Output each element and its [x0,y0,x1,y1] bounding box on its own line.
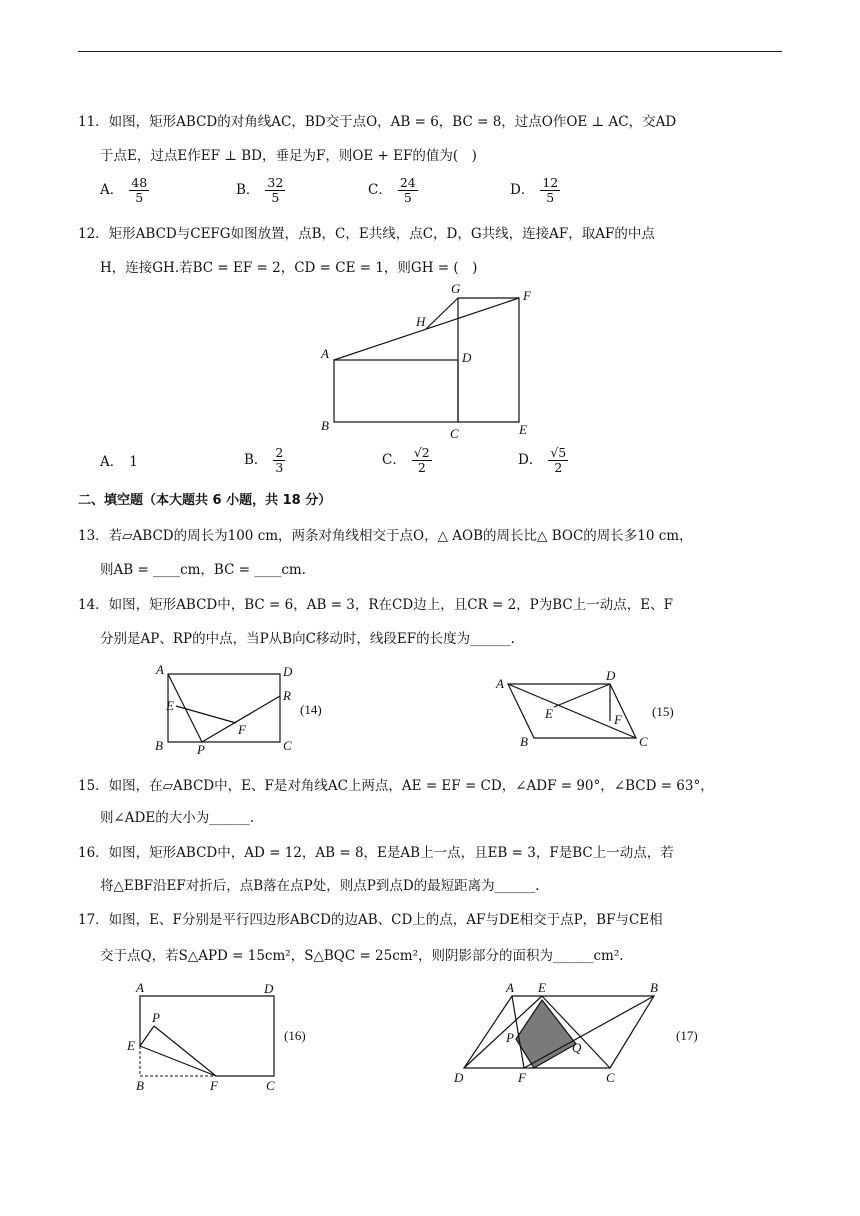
option-label: A． [100,454,124,470]
fraction: $\frac{32}{5}$ [267,175,284,205]
figure-caption: (17) [676,1028,698,1043]
label-p: P [197,742,205,756]
label-a: A [136,980,144,995]
q12-option-d [518,446,568,475]
label-a: A [506,980,514,995]
label-b: B [321,418,329,433]
label-q: Q [572,1040,582,1055]
label-b: B [650,980,658,995]
shaded-quadrilateral [516,1000,576,1068]
rect-abcd [140,996,274,1076]
label-e: E [538,980,546,995]
option-label: D． [510,182,535,198]
segment-ep [140,1026,154,1046]
option-label: B． [236,182,260,198]
label-g: G [451,281,461,296]
q12-line2: H，连接GH.若BC = EF = 2，CD = CE = 1，则GH = ( ) [100,260,478,276]
label-p: P [152,1010,160,1025]
label-p: P [506,1030,514,1045]
label-f: F [238,722,246,737]
segment-pf [154,1026,216,1076]
q17-figure [446,978,710,1090]
fraction: $\frac{√5}{2}$ [550,445,567,475]
q12-option-a [100,452,138,472]
label-f: F [518,1070,526,1085]
q17-line2: 交于点Q，若S△APD = 15cm²，S△BQC = 25cm²，则阴影部分的面积为______cm². [100,948,624,964]
fraction: $\frac{48}{5}$ [131,175,148,205]
fraction: $\frac{√2}{2}$ [413,445,430,475]
label-c: C [639,734,648,749]
label-e: E [545,706,553,721]
label-r: R [283,688,291,703]
label-f: F [614,712,622,727]
figure-caption: (15) [652,704,674,719]
q14-figure [150,660,340,756]
q16-line2: 将△EBF沿EF对折后，点B落在点P处，则点P到点D的最短距离为______. [100,878,540,894]
label-e: E [127,1038,135,1053]
q17-line1: 17．如图，E、F分别是平行四边形ABCD的边AB、CD上的点，AF与DE相交于点P，BF与CE相 [78,912,663,928]
label-f: F [210,1078,218,1092]
segment-ef [176,706,236,723]
segment-de [554,684,610,707]
label-c: C [266,1078,275,1092]
label-d: D [264,981,274,996]
q12-option-c [382,446,432,475]
label-h: H [416,314,426,329]
label-f: F [523,288,531,303]
label-d: D [283,664,293,679]
label-d: D [606,668,616,683]
section-heading: 二、填空题（本大题共 6 小题，共 18 分） [78,493,332,508]
q11-option-c [368,176,418,205]
q13-line2: 则AB = ____cm，BC = ____cm. [100,562,306,578]
label-c: C [450,426,459,441]
q15-line2: 则∠ADE的大小为______. [100,810,255,826]
segment-ef [140,1046,216,1076]
label-b: B [136,1078,144,1092]
rect-abcd [334,360,458,422]
q14-line2: 分别是AP、RP的中点，当P从B向C移动时，线段EF的长度为______. [100,631,515,647]
label-c: C [606,1070,615,1085]
fraction: $\frac{24}{5}$ [399,175,416,205]
label-d: D [454,1070,464,1085]
option-label: B． [244,452,268,468]
q11-option-d [510,176,560,205]
q12-option-b [244,446,285,475]
q14-line1: 14．如图，矩形ABCD中，BC = 6，AB = 3，R在CD边上，且CR = 2，P为BC上一动点，E、F [78,597,673,613]
label-d: D [462,350,472,365]
q16-figure [124,980,324,1092]
q13-line1: 13．若▱ABCD的周长为100 cm，两条对角线相交于点O，△ AOB的周长比△ BOC的周长多10 cm， [78,528,693,544]
q15-figure [494,664,694,756]
figure-caption: (14) [300,702,322,717]
option-label: C． [368,182,392,198]
q16-line1: 16．如图，矩形ABCD中，AD = 12，AB = 8，E是AB上一点，且EB = 3，F是BC上一动点，若 [78,845,674,861]
q11-option-b [236,176,285,205]
q12-figure [316,278,546,442]
diagonal-ac [508,684,636,738]
label-a: A [156,662,164,677]
q11-option-a [100,176,149,205]
fraction: $\frac{2}{3}$ [275,445,284,475]
q15-line1: 15．如图，在▱ABCD中，E、F是对角线AC上两点，AE = EF = CD，∠ADF = 90°，∠BCD = 63°， [78,778,714,794]
label-a: A [321,346,329,361]
fraction: $\frac{12}{5}$ [542,175,559,205]
label-a: A [496,676,504,691]
q11-line1: 11．如图，矩形ABCD的对角线AC，BD交于点O，AB = 6，BC = 8，过点O作OE ⊥ AC，交AD [78,114,677,130]
label-b: B [520,734,528,749]
option-label: A． [100,182,124,198]
option-label: C． [382,452,406,468]
header-rule [78,51,782,52]
label-b: B [155,738,163,753]
label-e: E [166,698,174,713]
label-e: E [519,422,527,437]
label-c: C [283,738,292,753]
q11-line2: 于点E，过点E作EF ⊥ BD，垂足为F，则OE + EF的值为( ) [100,148,477,164]
option-value: 1 [129,454,138,470]
figure-caption: (16) [284,1028,306,1043]
q12-line1: 12．矩形ABCD与CEFG如图放置，点B，C，E共线，点C，D，G共线，连接AF，取AF的中点 [78,226,655,242]
option-label: D． [518,452,543,468]
